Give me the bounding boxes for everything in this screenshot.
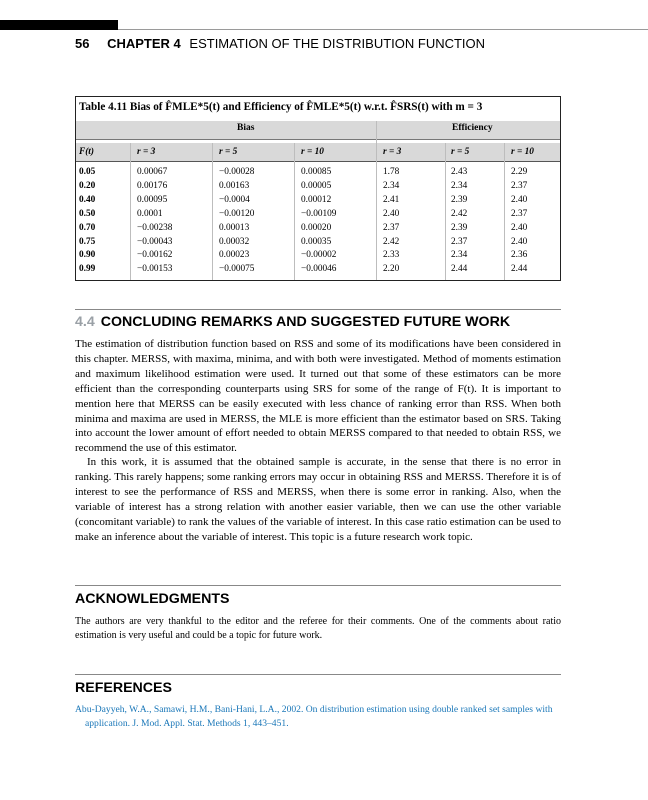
table-cell: 0.00035 (301, 236, 332, 247)
section-rule (75, 585, 561, 586)
header-rule (118, 29, 648, 30)
table-cell: −0.00238 (137, 222, 173, 233)
table-cell: 0.00176 (137, 180, 168, 191)
running-head (75, 36, 485, 51)
table-cell: 2.44 (451, 264, 468, 275)
table-cell: 0.0001 (137, 208, 163, 219)
row-label: 0.50 (79, 208, 96, 219)
table-cell: 2.42 (451, 208, 468, 219)
table-cell: 0.00005 (301, 180, 332, 191)
table-cell: −0.00162 (137, 250, 173, 261)
table-rule (76, 139, 560, 140)
table-cell: 2.29 (511, 167, 528, 177)
column-divider (504, 143, 505, 280)
table-cell: 2.42 (383, 236, 400, 247)
column-header: r = 3 (137, 147, 156, 157)
column-header: r = 10 (511, 147, 534, 157)
column-header: r = 10 (301, 147, 324, 157)
table-cell: 2.39 (451, 222, 468, 233)
table-cell: 0.00095 (137, 194, 168, 205)
column-divider (445, 143, 446, 280)
column-divider (130, 143, 131, 280)
table-cell: −0.00075 (219, 264, 255, 275)
table-cell: −0.00153 (137, 264, 173, 275)
chapter-title: ESTIMATION OF THE DISTRIBUTION FUNCTION (189, 36, 486, 51)
table-cell: 2.39 (451, 194, 468, 205)
table-cell: 2.40 (383, 208, 400, 219)
row-label: 0.70 (79, 222, 96, 233)
references-heading: REFERENCES (75, 680, 172, 696)
section-title: CONCLUDING REMARKS AND SUGGESTED FUTURE WORK (100, 314, 511, 330)
table-cell: 0.00163 (219, 180, 250, 191)
table-cell: 1.78 (383, 167, 400, 177)
column-divider (376, 121, 377, 280)
table-cell: −0.00109 (301, 208, 337, 219)
header-bar (0, 20, 118, 30)
table-cell: 2.40 (511, 194, 528, 205)
table-caption: Table 4.11 Bias of F̂MLE*5(t) and Efficiency of F̂MLE*5(t) w.r.t. F̂SRS(t) with m = 3 (79, 101, 483, 113)
bias-group-header: Bias (237, 123, 255, 133)
efficiency-group-header: Efficiency (452, 123, 493, 133)
row-label: 0.20 (79, 180, 96, 191)
column-header: r = 5 (451, 147, 470, 157)
table-cell: 2.40 (511, 222, 528, 233)
table-cell: 2.37 (511, 180, 528, 191)
acknowledgments-heading: ACKNOWLEDGMENTS (75, 591, 230, 607)
row-label: 0.90 (79, 250, 96, 261)
row-label: 0.05 (79, 167, 96, 177)
column-divider (212, 143, 213, 280)
table-cell: 2.44 (511, 264, 528, 275)
table-cell: 2.37 (383, 222, 400, 233)
table-cell: 0.00020 (301, 222, 332, 233)
section-rule (75, 674, 561, 675)
table-cell: −0.00002 (301, 250, 337, 261)
table-cell: −0.0004 (219, 194, 250, 205)
table-cell: −0.00043 (137, 236, 173, 247)
row-label: 0.99 (79, 264, 96, 275)
acknowledgments-text: The authors are very thankful to the editor and the referee for their comments. One of the comments about ratio estimation is very useful and could be a topic for future work. (75, 616, 561, 642)
table-cell: −0.00046 (301, 264, 337, 275)
table-rule (76, 161, 560, 162)
table-cell: 2.36 (511, 250, 528, 261)
table-cell: 0.00013 (219, 222, 250, 233)
section-heading (75, 314, 510, 330)
table-cell: 0.00032 (219, 236, 250, 247)
table-cell: 2.33 (383, 250, 400, 261)
row-label: 0.40 (79, 194, 96, 205)
row-label: 0.75 (79, 236, 96, 247)
chapter-label: CHAPTER 4 (107, 36, 181, 51)
table-cell: 2.41 (383, 194, 400, 205)
column-header: r = 3 (383, 147, 402, 157)
section-number: 4.4 (75, 314, 95, 330)
reference-item: Abu-Dayyeh, W.A., Samawi, H.M., Bani-Hani, L.A., 2002. On distribution estimation using double ranked set samples with application. J. Mod. Appl. Stat. Methods 1, 443–451. (75, 704, 553, 729)
table-cell: −0.00120 (219, 208, 255, 219)
column-header: r = 5 (219, 147, 238, 157)
table-cell: 2.20 (383, 264, 400, 275)
section-rule (75, 309, 561, 310)
table-cell: 0.00067 (137, 167, 168, 177)
paragraph: In this work, it is assumed that the obtained sample is accurate, in the sense that there is no error in ranking. This rarely happens; some ranking errors may occur in obtaining RSS and MERSS. Therefore it is of interest to see the performance of RSS and MERSS, when there is some error in ranking. Also, when the variable of interest has a strong relation with another easier variable, then we can use the other variable (concomitant variable) to rank the values of the variable of interest. In this case ratio estimation can be used to make an inference about the variable of interest. This topic is a future research work topic. (75, 456, 561, 543)
table-cell: 2.34 (451, 250, 468, 261)
table-cell: 2.37 (451, 236, 468, 247)
table-cell: 2.40 (511, 236, 528, 247)
table-cell: 0.00085 (301, 167, 332, 177)
table-cell: 0.00012 (301, 194, 332, 205)
table-cell: 2.37 (511, 208, 528, 219)
table-cell: 0.00023 (219, 250, 250, 261)
page-number: 56 (75, 36, 90, 51)
column-divider (294, 143, 295, 280)
column-header: F(t) (79, 147, 94, 157)
table-cell: −0.00028 (219, 167, 255, 177)
table-cell: 2.43 (451, 167, 468, 177)
table-cell: 2.34 (451, 180, 468, 191)
table-cell: 2.34 (383, 180, 400, 191)
paragraph: The estimation of distribution function based on RSS and some of its modifications have been considered in this chapter. MERSS, with maxima, minima, and with both were investigated. Method of moments estimation and maximum likelihood estimation were used. It turned out that some of these estimators can be more efficient than the corresponding counterparts using SRS for some of the range of F(t). It is important to mention here that MERSS can be easily executed with less chance of ranking error than RSS. When both minima and maxima are used in MERSS, the MLE is more efficient than the estimator based on SRS. Taking into account the lower amount of effort needed to obtain MERSS compared to that needed to obtain RSS, we recommend the use of this estimator. (75, 338, 561, 455)
